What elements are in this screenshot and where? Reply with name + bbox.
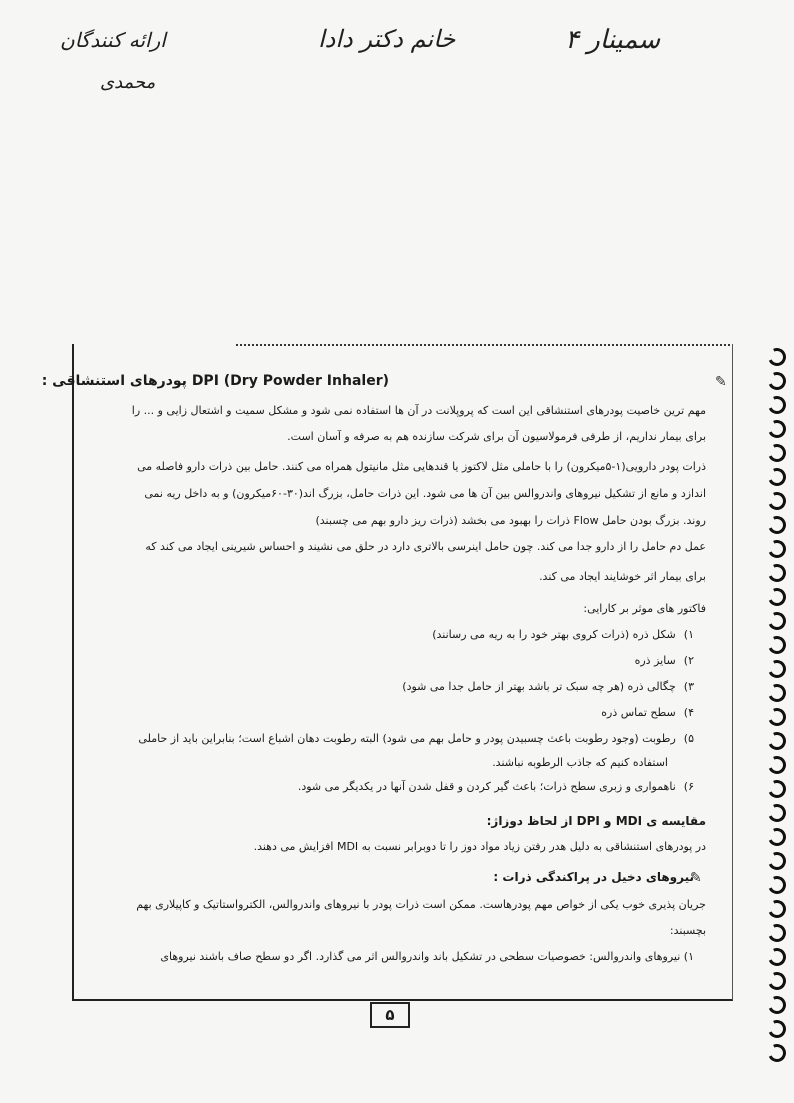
binding-ring	[765, 705, 788, 728]
paragraph-line: برای بیمار اثر خوشایند ایجاد می کند.	[539, 570, 706, 583]
paragraph-line: ذرات پودر دارویی(۱-۵میکرون) را با حاملی مثل لاکتوز یا قندهایی مثل مانیتول همراه می کنند. حامل بین ذرات دارو فاصله می	[137, 460, 706, 473]
factors-heading: فاکتور های موثر بر کارایی:	[583, 602, 706, 615]
binding-ring	[765, 441, 788, 464]
factor-item: ۱)شکل ذره (ذرات کروی بهتر خود را به ریه می رسانند)	[432, 628, 694, 641]
handwritten-presenter-name: محمدی	[100, 72, 156, 93]
paragraph-line: عمل دم حامل را از دارو جدا می کند. چون حامل اینرسی بالاتری دارد در حلق می نشیند و احساس شیرینی ایجاد می کند که	[145, 540, 706, 553]
forces-heading: نیروهای دخیل در پراکندگی ذرات :	[493, 870, 694, 884]
forces-line: بچسبند:	[669, 924, 706, 937]
page-number: ۵	[370, 1002, 410, 1028]
factor-item: ۶)ناهمواری و زبری سطح ذرات؛ باعث گیر کردن و قفل شدن آنها در یکدیگر می شود.	[297, 780, 694, 793]
binding-ring	[765, 345, 788, 368]
binding-ring	[765, 729, 788, 752]
factor-item: استفاده کنیم که جاذب الرطوبه نباشند.	[492, 756, 668, 769]
compare-text: در پودرهای استنشاقی به دلیل هدر رفتن زیاد مواد دوز را تا دوبرابر نسبت به MDI افزایش می دهند.	[253, 840, 706, 853]
binding-ring	[765, 993, 788, 1016]
binding-ring	[765, 753, 788, 776]
factor-item: ۲)سایز ذره	[634, 654, 694, 667]
paragraph-line: برای بیمار نداریم، از طرفی فرمولاسیون آن برای شرکت سازنده هم به صرفه و آسان است.	[287, 430, 706, 443]
handwritten-instructor: خانم دکتر دادا	[318, 25, 456, 53]
factor-item: ۴)سطح تماس ذره	[601, 706, 694, 719]
handwritten-seminar-title: سمینار ۴	[565, 25, 661, 55]
factor-item: ۵)رطوبت (وجود رطوبت باعث چسبیدن پودر و حامل بهم می شود) البته رطوبت دهان اشباع است؛ بنابراین باید از حاملی	[138, 732, 694, 745]
binding-ring	[765, 945, 788, 968]
binding-ring	[765, 513, 788, 536]
factor-item: ۳)چگالی ذره (هر چه سبک تر باشد بهتر از حامل جدا می شود)	[402, 680, 694, 693]
binding-ring	[765, 489, 788, 512]
handwritten-presenters: ارائه کنندگان	[60, 28, 166, 52]
paragraph-line: روند. بزرگ بودن حامل Flow ذرات را بهبود می بخشد (ذرات ریز دارو بهم می چسبند)	[315, 514, 706, 527]
forces-line: جریان پذیری خوب یکی از خواص مهم پودرهاست. ممکن است ذرات پودر با نیروهای واندروالس، الکترواستاتیک و کاپیلاری بهم	[136, 898, 706, 911]
pencil-icon: ✎	[715, 374, 727, 390]
binding-ring	[765, 681, 788, 704]
binding-ring	[765, 825, 788, 848]
binding-ring	[765, 633, 788, 656]
binding-ring	[765, 897, 788, 920]
binding-ring	[765, 777, 788, 800]
binding-ring	[765, 657, 788, 680]
binding-ring	[765, 849, 788, 872]
binding-ring	[765, 561, 788, 584]
paragraph-line: مهم ترین خاصیت پودرهای استنشاقی این است که پروپلانت در آن ها استفاده نمی شود و مشکل سمیت و اشتعال زایی و ... را	[131, 404, 706, 417]
binding-ring	[765, 801, 788, 824]
binding-ring	[765, 465, 788, 488]
binding-ring	[765, 921, 788, 944]
binding-ring	[765, 369, 788, 392]
compare-heading: مقایسه ی MDI و DPI از لحاظ دوزاژ:	[486, 814, 706, 828]
binding-ring	[765, 609, 788, 632]
pencil-icon: ✎	[690, 870, 702, 886]
binding-ring	[765, 969, 788, 992]
section-heading: DPI (Dry Powder Inhaler) پودرهای استنشاقی :	[41, 373, 389, 389]
forces-line: ۱) نیروهای واندروالس: خصوصیات سطحی در تشکیل باند واندروالس اثر می گذارد. اگر دو سطح صاف باشند نیروهای	[160, 950, 694, 963]
paragraph-line: اندازد و مانع از تشکیل نیروهای واندروالس بین آن ها می شود. این ذرات حامل، بزرگ اند(۳۰-۶۰میکرون) و به داخل ریه نمی	[144, 487, 706, 500]
binding-ring	[765, 537, 788, 560]
binding-ring	[765, 393, 788, 416]
binding-ring	[765, 1041, 788, 1064]
binding-ring	[765, 1017, 788, 1040]
binding-ring	[765, 873, 788, 896]
binding-ring	[765, 585, 788, 608]
binding-ring	[765, 417, 788, 440]
